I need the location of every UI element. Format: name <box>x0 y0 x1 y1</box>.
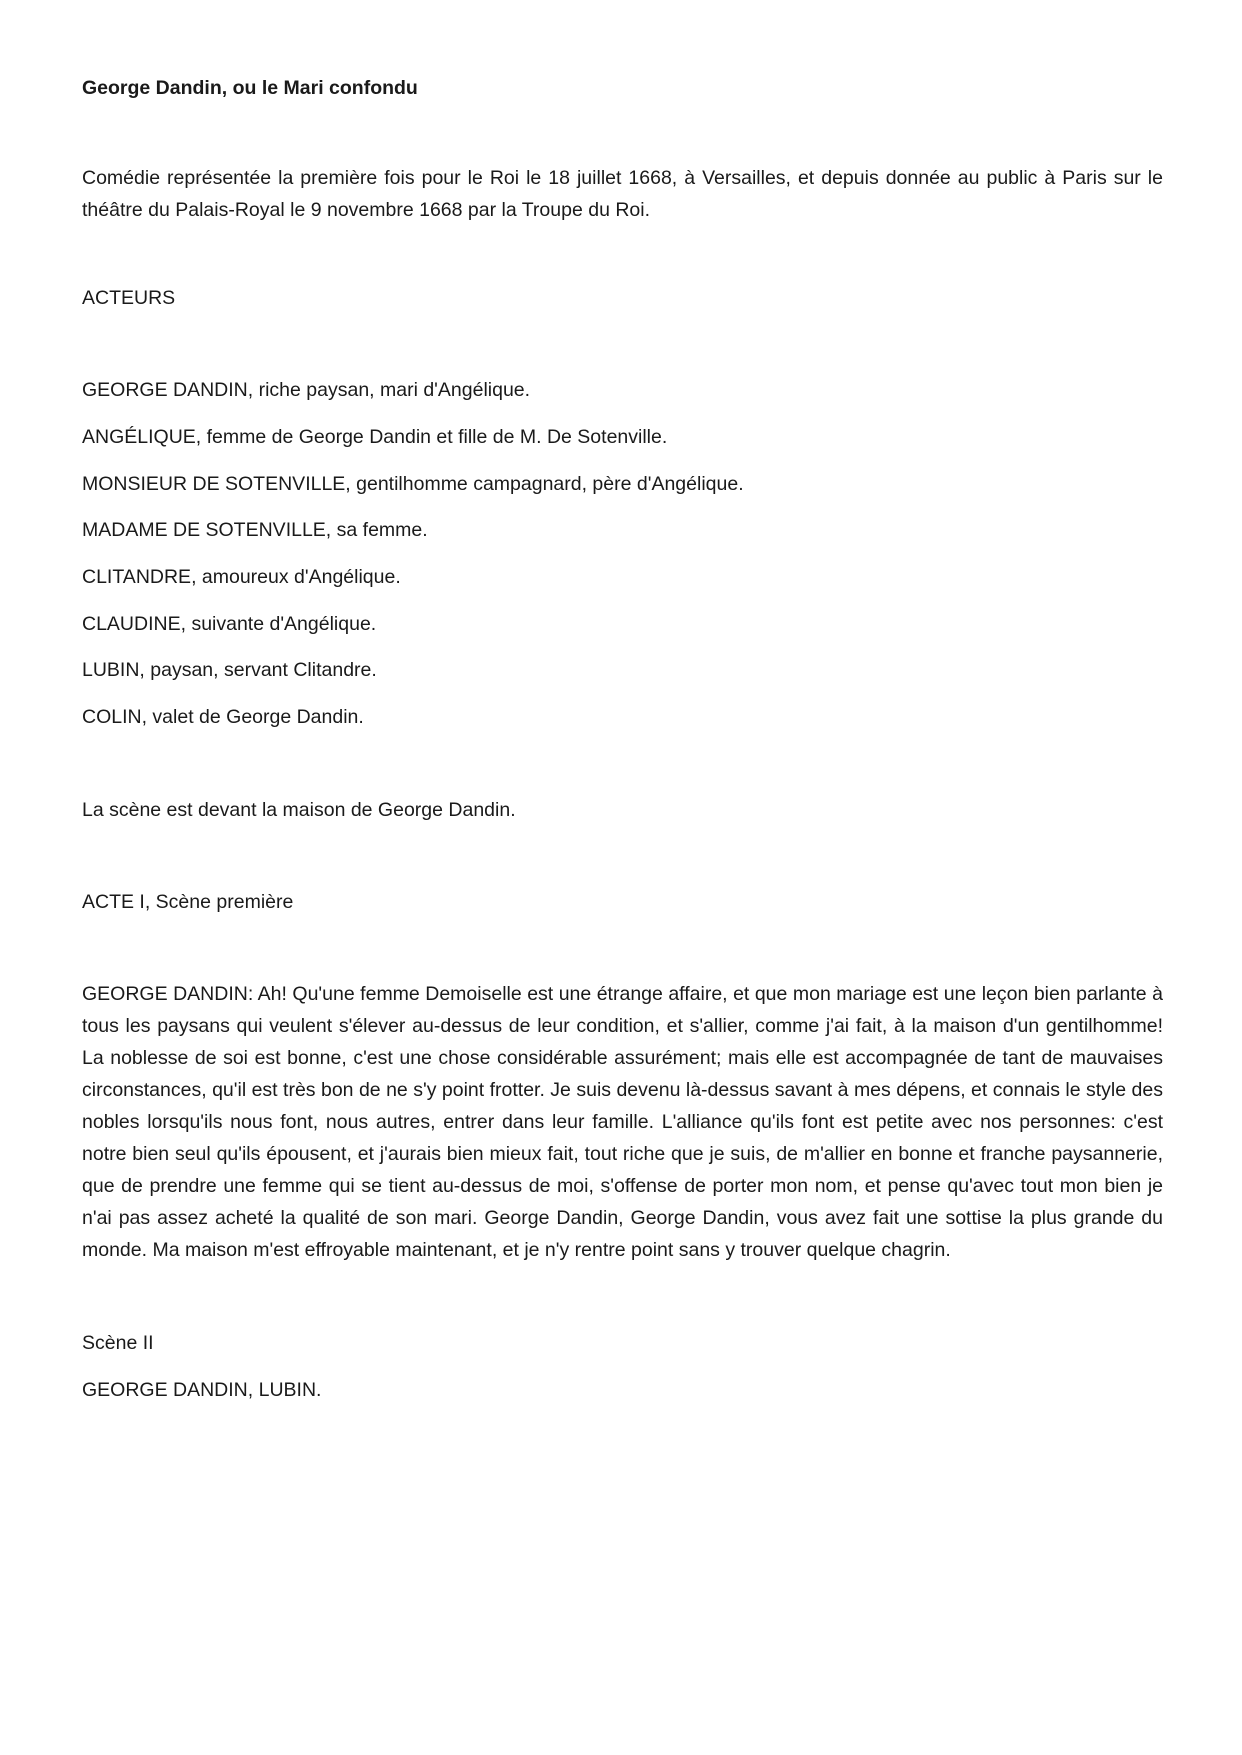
actors-heading: ACTEURS <box>82 287 176 309</box>
actor-line: COLIN, valet de George Dandin. <box>82 706 364 728</box>
actor-line: ANGÉLIQUE, femme de George Dandin et fille de M. De Sotenville. <box>82 426 668 448</box>
setting-line: La scène est devant la maison de George Dandin. <box>82 799 516 821</box>
document-title: George Dandin, ou le Mari confondu <box>82 77 418 99</box>
actor-line: GEORGE DANDIN, riche paysan, mari d'Angélique. <box>82 379 531 401</box>
scene-characters: GEORGE DANDIN, LUBIN. <box>82 1379 322 1401</box>
scene-heading: Scène II <box>82 1332 154 1354</box>
actor-line: MONSIEUR DE SOTENVILLE, gentilhomme campagnard, père d'Angélique. <box>82 473 744 495</box>
monologue-paragraph: GEORGE DANDIN: Ah! Qu'une femme Demoiselle est une étrange affaire, et que mon mariage est une leçon bien parlante à tous les paysans qui veulent s'élever au-dessus de leur condition, et s'allier, comme j'ai fait, à la maison d'un gentilhomme! La noblesse de soi est bonne, c'est une chose considérable assurément; mais elle est accompagnée de tant de mauvaises circonstances, qu'il est très bon de ne s'y point frotter. Je suis devenu là-dessus savant à mes dépens, et connais le style des nobles lorsqu'ils nous font, nous autres, entrer dans leur famille. L'alliance qu'ils font est petite avec nos personnes: c'est notre bien seul qu'ils épousent, et j'aurais bien mieux fait, tout riche que je suis, de m'allier en bonne et franche paysannerie, que de prendre une femme qui se tient au-dessus de moi, s'offense de porter mon nom, et pense qu'avec tout mon bien je n'ai pas assez acheté la qualité de son mari. George Dandin, George Dandin, vous avez fait une sottise la plus grande du monde. Ma maison m'est effroyable maintenant, et je n'y rentre point sans y trouver quelque chagrin. <box>82 983 1163 1261</box>
intro-paragraph: Comédie représentée la première fois pour le Roi le 18 juillet 1668, à Versailles, et depuis donnée au public à Paris sur le théâtre du Palais-Royal le 9 novembre 1668 par la Troupe du Roi. <box>82 167 1163 221</box>
act-heading: ACTE I, Scène première <box>82 891 294 913</box>
actor-line: CLAUDINE, suivante d'Angélique. <box>82 613 377 635</box>
actor-line: MADAME DE SOTENVILLE, sa femme. <box>82 519 428 541</box>
actor-line: LUBIN, paysan, servant Clitandre. <box>82 659 377 681</box>
actor-line: CLITANDRE, amoureux d'Angélique. <box>82 566 401 588</box>
